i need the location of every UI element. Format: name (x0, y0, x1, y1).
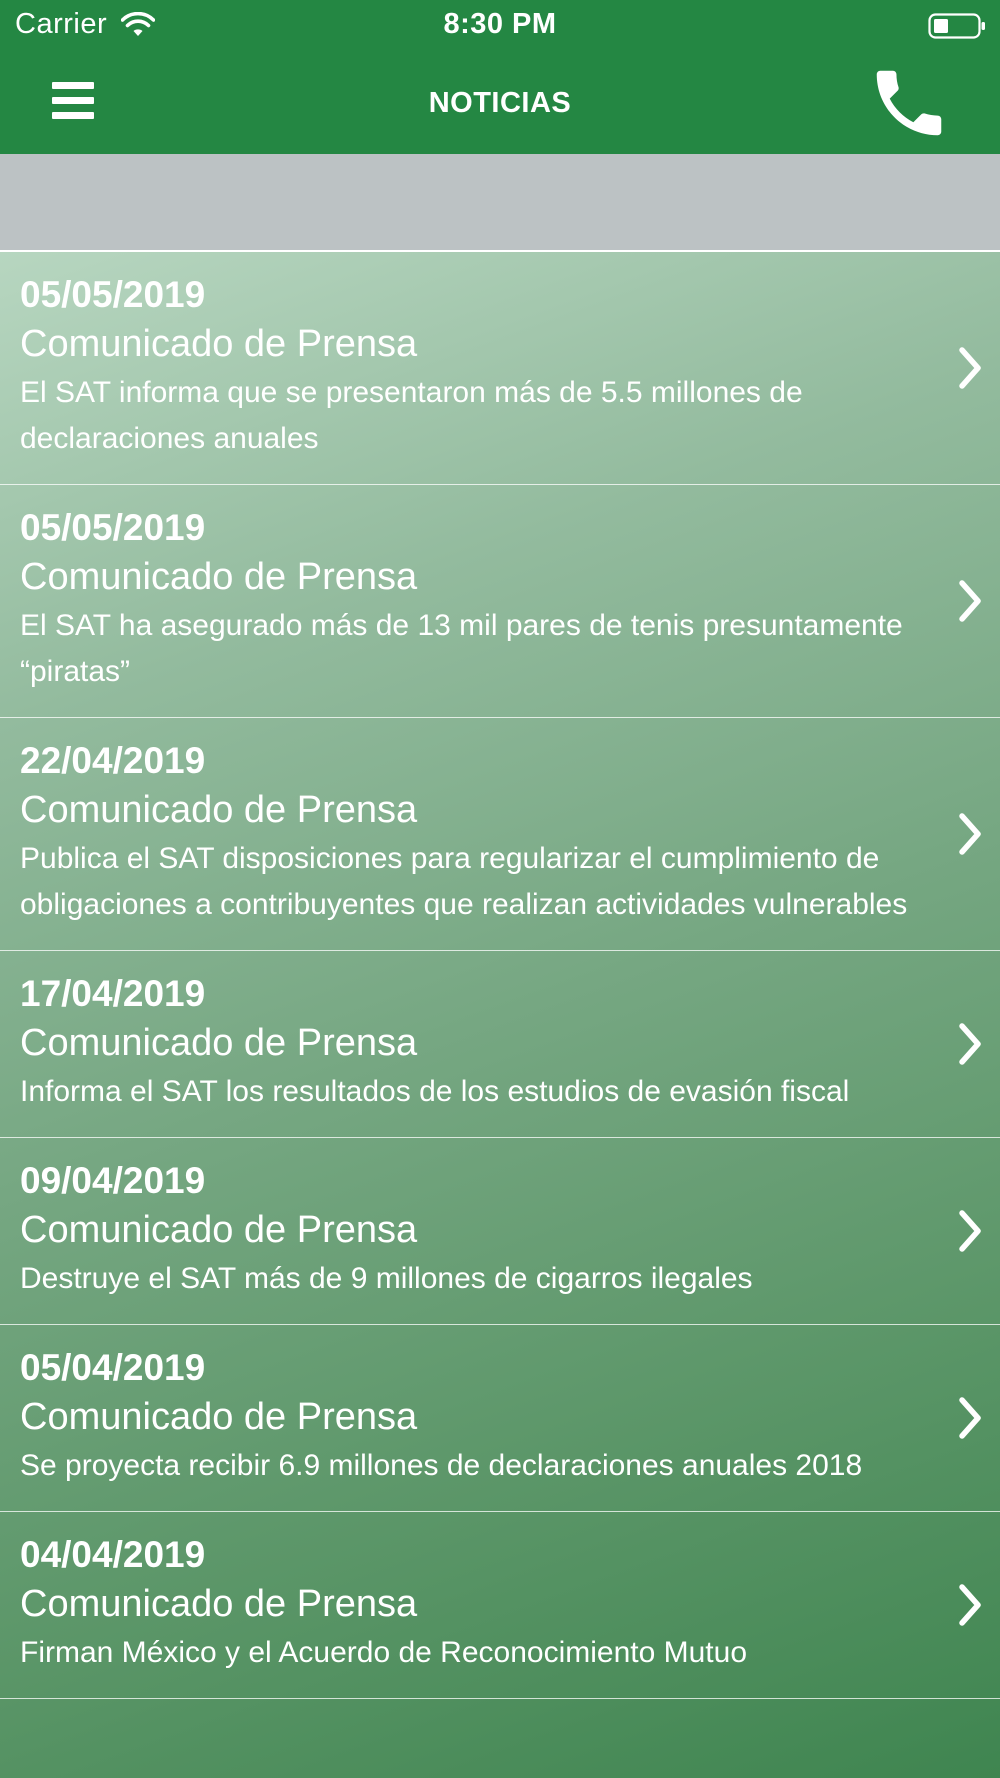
header-band (0, 154, 1000, 252)
news-date: 22/04/2019 (20, 740, 206, 781)
news-item[interactable] (0, 1325, 1000, 1512)
chevron-right-icon (956, 1022, 984, 1066)
news-description: Informa el SAT los resultados de los estudios de evasión fiscal (20, 1075, 850, 1108)
status-time: 8:30 PM (443, 8, 557, 40)
carrier-label: Carrier (15, 8, 108, 40)
news-list (0, 252, 1000, 1778)
news-date: 09/04/2019 (20, 1160, 206, 1201)
news-description: Publica el SAT disposiciones para regularizar el cumplimiento de obligaciones a contribuyentes que realizan actividades vulnerables (20, 842, 908, 921)
news-description: Se proyecta recibir 6.9 millones de declaraciones anuales 2018 (20, 1449, 863, 1482)
chevron-right-icon (956, 579, 984, 623)
news-type: Comunicado de Prensa (20, 556, 418, 598)
news-item[interactable] (0, 718, 1000, 951)
news-date: 17/04/2019 (20, 973, 206, 1014)
chevron-right-icon (956, 812, 984, 856)
phone-icon[interactable] (866, 60, 952, 146)
news-item[interactable] (0, 485, 1000, 718)
news-item[interactable] (0, 1138, 1000, 1325)
news-item[interactable] (0, 951, 1000, 1138)
news-description: Firman México y el Acuerdo de Reconocimiento Mutuo (20, 1636, 748, 1669)
news-type: Comunicado de Prensa (20, 323, 418, 365)
news-description: El SAT ha asegurado más de 13 mil pares de tenis presuntamente “piratas” (20, 609, 903, 688)
news-item[interactable] (0, 1512, 1000, 1699)
chevron-right-icon (956, 1396, 984, 1440)
chevron-right-icon (956, 1583, 984, 1627)
page-title: NOTICIAS (428, 87, 572, 119)
news-item[interactable] (0, 252, 1000, 485)
battery-low-icon (928, 13, 986, 39)
news-date: 05/05/2019 (20, 274, 206, 315)
news-description: El SAT informa que se presentaron más de 5.5 millones de declaraciones anuales (20, 376, 803, 455)
chevron-right-icon (956, 346, 984, 390)
news-date: 05/04/2019 (20, 1347, 206, 1388)
news-type: Comunicado de Prensa (20, 789, 418, 831)
news-date: 04/04/2019 (20, 1534, 206, 1575)
news-description: Destruye el SAT más de 9 millones de cigarros ilegales (20, 1262, 753, 1295)
chevron-right-icon (956, 1209, 984, 1253)
nav-bar (0, 52, 1000, 154)
news-type: Comunicado de Prensa (20, 1022, 418, 1064)
news-type: Comunicado de Prensa (20, 1396, 418, 1438)
news-type: Comunicado de Prensa (20, 1583, 418, 1625)
news-date: 05/05/2019 (20, 507, 206, 548)
news-type: Comunicado de Prensa (20, 1209, 418, 1251)
status-bar (0, 0, 1000, 52)
